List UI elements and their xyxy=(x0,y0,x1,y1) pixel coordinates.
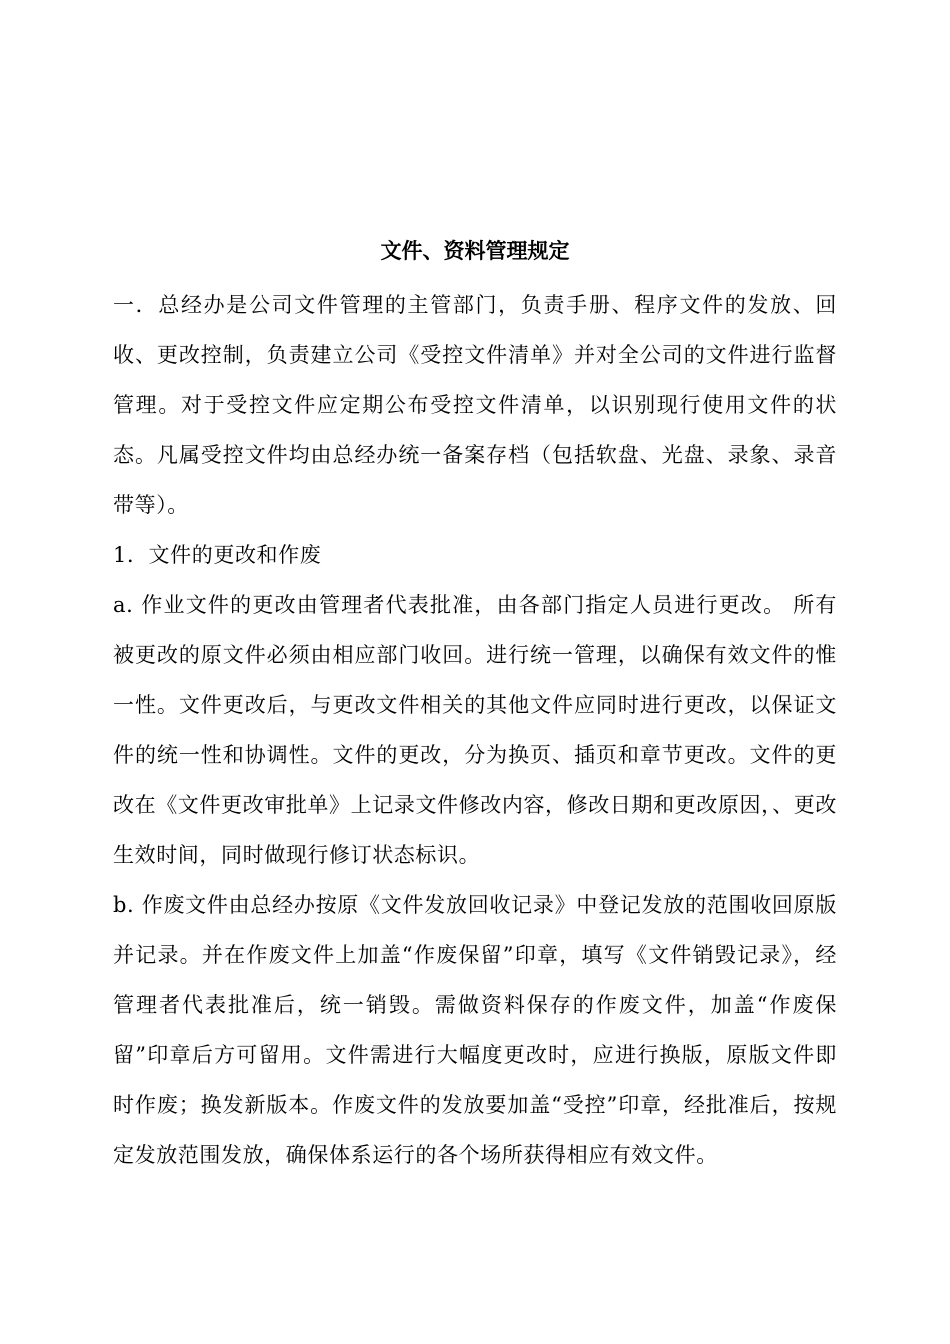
paragraph-document-change: a. 作业文件的更改由管理者代表批准，由各部门指定人员进行更改。 所有被更改的原文件必须由相应部门收回。进行统一管理，以确保有效文件的惟一性。文件更改后，与更改文件相关的其他文件应同时进行更改，以保证文件的统一性和协调性。文件的更改，分为换页、插页和章节更改。文件的更改在《文件更改审批单》上记录文件修改内容，修改日期和更改原因，、更改生效时间，同时做现行修订状态标识。 xyxy=(113,593,837,867)
section-heading-change-and-obsolete: 1．文件的更改和作废 xyxy=(113,543,322,567)
document-page xyxy=(113,230,837,1180)
document-title: 文件、资料管理规定 xyxy=(380,238,570,263)
paragraph-obsolete-documents: b. 作废文件由总经办按原《文件发放回收记录》中登记发放的范围收回原版并记录。并在作废文件上加盖“作废保留”印章，填写《文件销毁记录》，经管理者代表批准后，统一销毁。需做资料保存的作废文件，加盖“作废保留”印章后方可留用。文件需进行大幅度更改时，应进行换版，原版文件即时作废；换发新版本。作废文件的发放要加盖“受控”印章，经批准后，按规定发放范围发放，确保体系运行的各个场所获得相应有效文件。 xyxy=(113,893,837,1167)
paragraph-general-provision: 一．总经办是公司文件管理的主管部门，负责手册、程序文件的发放、回收、更改控制，负责建立公司《受控文件清单》并对全公司的文件进行监督管理。对于受控文件应定期公布受控文件清单，以识别现行使用文件的状态。凡属受控文件均由总经办统一备案存档（包括软盘、光盘、录象、录音带等）。 xyxy=(113,293,837,517)
